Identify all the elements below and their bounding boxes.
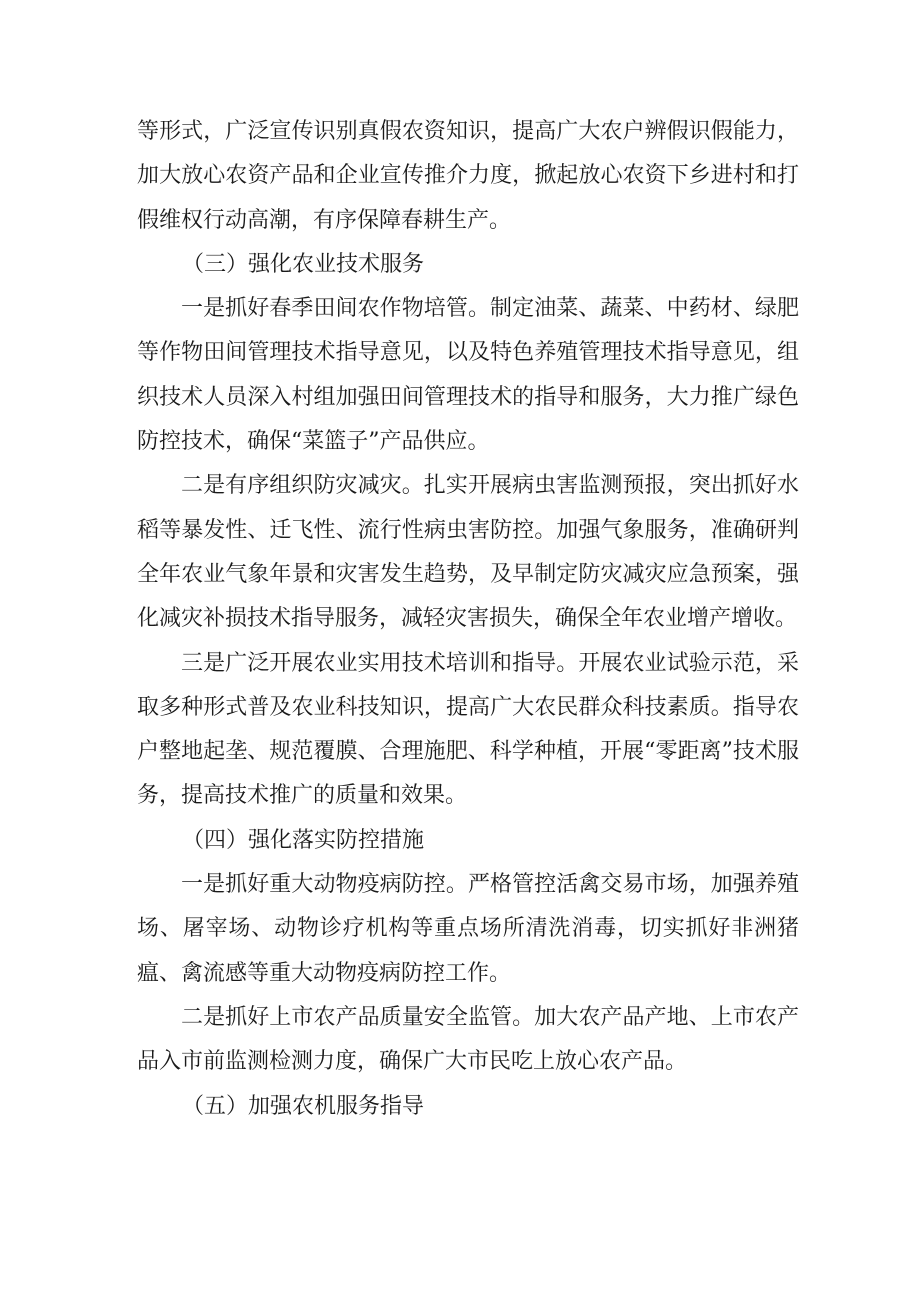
document-body	[137, 110, 799, 1129]
paragraph-technical-training: 三是广泛开展农业实用技术培训和指导。开展农业试验示范，采取多种形式普及农业科技知识，提高广大农民群众科技素质。指导农户整地起垄、规范覆膜、合理施肥、科学种植，开展“零距离”技术服务，提高技术推广的质量和效果。	[137, 650, 799, 809]
paragraph-product-quality-supervision: 二是抓好上市农产品质量安全监管。加大农产品产地、上市农产品入市前监测检测力度，确保广大市民吃上放心农产品。	[137, 1004, 799, 1075]
paragraph-animal-disease-control: 一是抓好重大动物疫病防控。严格管控活禽交易市场，加强养殖场、屠宰场、动物诊疗机构等重点场所清洗消毒，切实抓好非洲猪瘟、禽流感等重大动物疫病防控工作。	[137, 872, 799, 986]
section-heading-5: （五）加强农机服务指导	[182, 1093, 425, 1119]
paragraph-disaster-prevention: 二是有序组织防灾减灾。扎实开展病虫害监测预报，突出抓好水稻等暴发性、迁飞性、流行性病虫害防控。加强气象服务，准确研判全年农业气象年景和灾害发生趋势，及早制定防灾减灾应急预案，强化减灾补损技术指导服务，减轻灾害损失，确保全年农业增产增收。	[137, 473, 799, 632]
paragraph-continuation: 等形式，广泛宣传识别真假农资知识，提高广大农户辨假识假能力，加大放心农资产品和企业宣传推介力度，掀起放心农资下乡进村和打假维权行动高潮，有序保障春耕生产。	[137, 119, 799, 233]
section-heading-4: （四）强化落实防控措施	[182, 827, 425, 853]
paragraph-crop-management: 一是抓好春季田间农作物培管。制定油菜、蔬菜、中药材、绿肥等作物田间管理技术指导意见，以及特色养殖管理技术指导意见，组织技术人员深入村组加强田间管理技术的指导和服务，大力推广绿色防控技术，确保“菜篮子”产品供应。	[137, 296, 799, 455]
section-heading-3: （三）强化农业技术服务	[182, 251, 425, 277]
